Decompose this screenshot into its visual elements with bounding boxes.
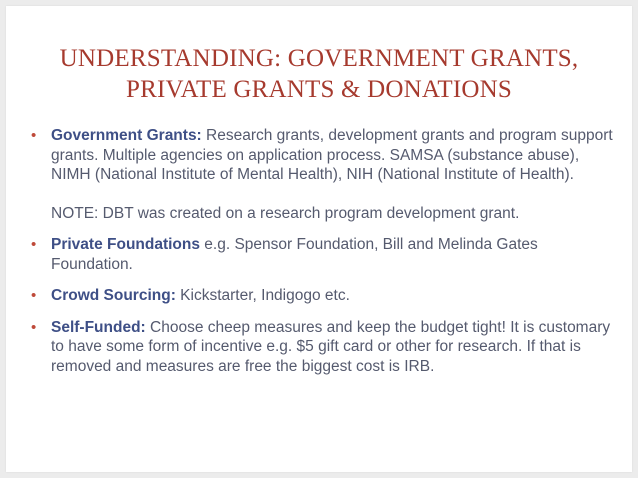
bullet-list (30, 126, 620, 388)
bullet-lead: Government Grants: (51, 127, 202, 144)
bullet-text: Research grants, development grants and program support grants. Multiple agencies on application process. SAMSA (substance abuse), NIMH (National Institute of Mental Health), NIH (National Institute of Health). (51, 127, 613, 183)
slide-title-line-1: UNDERSTANDING: GOVERNMENT GRANTS, (59, 45, 579, 72)
bullet-dot-icon: • (31, 287, 37, 304)
slide-title-line-2: PRIVATE GRANTS & DONATIONS (125, 76, 513, 103)
bullet-text: e.g. Spensor Foundation, Bill and Melinda Gates Foundation. (51, 236, 538, 273)
bullet-self-funded (30, 318, 620, 377)
bullet-government-grants (30, 126, 620, 223)
bullet-lead: Self-Funded: (51, 318, 146, 336)
bullet-crowd-sourcing (30, 286, 620, 306)
bullet-lead: Crowd Sourcing: (51, 287, 176, 304)
bullet-text: Kickstarter, Indigogo etc. (175, 287, 350, 304)
slide-title (6, 43, 632, 105)
bullet-body (51, 318, 620, 377)
bullet-dot-icon: • (31, 236, 37, 253)
bullet-body (51, 286, 620, 306)
slide (6, 6, 632, 472)
bullet-note: NOTE: DBT was created on a research program development grant. (51, 204, 520, 222)
bullet-body (51, 235, 620, 274)
bullet-dot-icon: • (31, 127, 37, 144)
bullet-lead: Private Foundations (51, 236, 200, 253)
bullet-body (51, 126, 620, 185)
bullet-dot-icon: • (31, 318, 37, 336)
bullet-text: Choose cheep measures and keep the budget tight! It is customary to have some form of incentive e.g. $5 gift card or other for research. If that is removed and measures are free the biggest cost is IRB. (51, 318, 611, 375)
bullet-private-foundations (30, 235, 620, 274)
